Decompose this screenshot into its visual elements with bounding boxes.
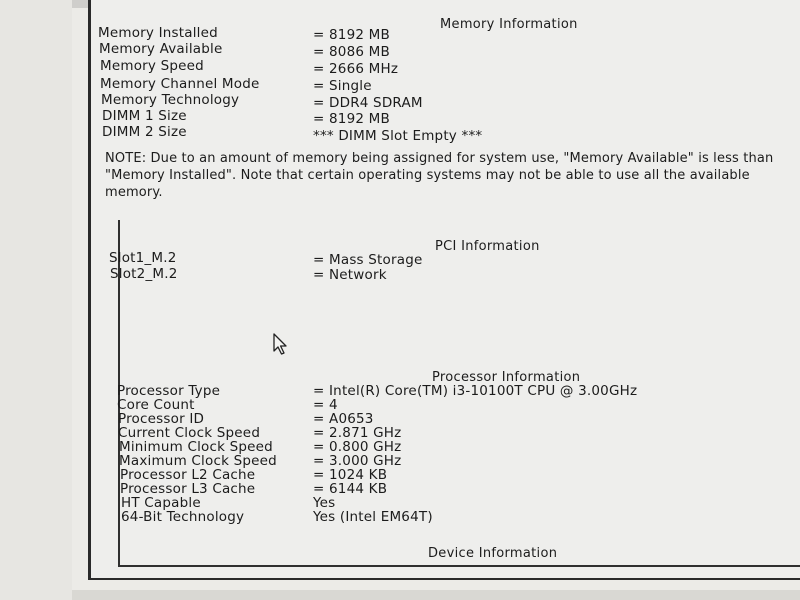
processor-row-value: = 4 (313, 397, 338, 413)
processor-row-value: = 0.800 GHz (313, 439, 402, 455)
memory-row-label: DIMM 1 Size (102, 108, 187, 124)
memory-row-value: = DDR4 SDRAM (313, 95, 423, 111)
processor-section-title: Processor Information (432, 370, 581, 385)
processor-row-value: Yes (Intel EM64T) (313, 509, 433, 525)
processor-row-value: Yes (313, 495, 336, 511)
panel-bottom-border (118, 565, 800, 567)
processor-row-value: = 2.871 GHz (313, 425, 402, 441)
pci-section-title: PCI Information (435, 239, 540, 254)
processor-row-value: = A0653 (313, 411, 374, 427)
memory-row-label: Memory Speed (100, 58, 204, 74)
mouse-pointer-icon (272, 333, 292, 357)
processor-row-label: Processor L2 Cache (120, 467, 256, 483)
memory-row-label: Memory Channel Mode (100, 76, 260, 92)
memory-row-value: *** DIMM Slot Empty *** (313, 128, 483, 144)
processor-row-label: Current Clock Speed (118, 425, 261, 441)
pci-row-label: Slot1_M.2 (109, 250, 177, 266)
processor-row-value: = Intel(R) Core(TM) i3-10100T CPU @ 3.00GHz (313, 383, 638, 399)
processor-row-value: = 6144 KB (313, 481, 388, 497)
processor-row-value: = 3.000 GHz (313, 453, 402, 469)
screen-left-margin (0, 0, 72, 600)
pci-row-label: Slot2_M.2 (110, 266, 178, 282)
memory-row-label: Memory Technology (101, 92, 240, 108)
processor-row-label: Minimum Clock Speed (119, 439, 273, 455)
memory-row-label: DIMM 2 Size (102, 124, 187, 140)
pci-row-value: = Network (313, 267, 387, 283)
processor-row-label: Processor ID (118, 411, 205, 427)
device-section-title: Device Information (428, 546, 558, 561)
processor-row-label: Core Count (117, 397, 195, 413)
memory-row-value: = 8086 MB (313, 44, 390, 60)
processor-row-label: Processor L3 Cache (120, 481, 256, 497)
memory-row-value: = Single (313, 78, 372, 94)
processor-row-label: 64-Bit Technology (121, 509, 245, 525)
processor-row-label: HT Capable (121, 495, 201, 511)
processor-row-value: = 1024 KB (313, 467, 388, 483)
memory-row-label: Memory Installed (98, 25, 218, 41)
memory-section-title: Memory Information (440, 17, 578, 32)
processor-row-label: Processor Type (117, 383, 221, 399)
memory-row-label: Memory Available (99, 41, 223, 57)
memory-row-value: = 8192 MB (313, 111, 390, 127)
memory-note: NOTE: Due to an amount of memory being assigned for system use, "Memory Available" is less than "Memory Installed". Note that certain operating systems may not be able to use all the available memory. (105, 151, 774, 200)
memory-row-value: = 8192 MB (313, 27, 390, 43)
processor-row-label: Maximum Clock Speed (119, 453, 277, 469)
pci-row-value: = Mass Storage (313, 252, 423, 268)
memory-row-value: = 2666 MHz (313, 61, 399, 77)
